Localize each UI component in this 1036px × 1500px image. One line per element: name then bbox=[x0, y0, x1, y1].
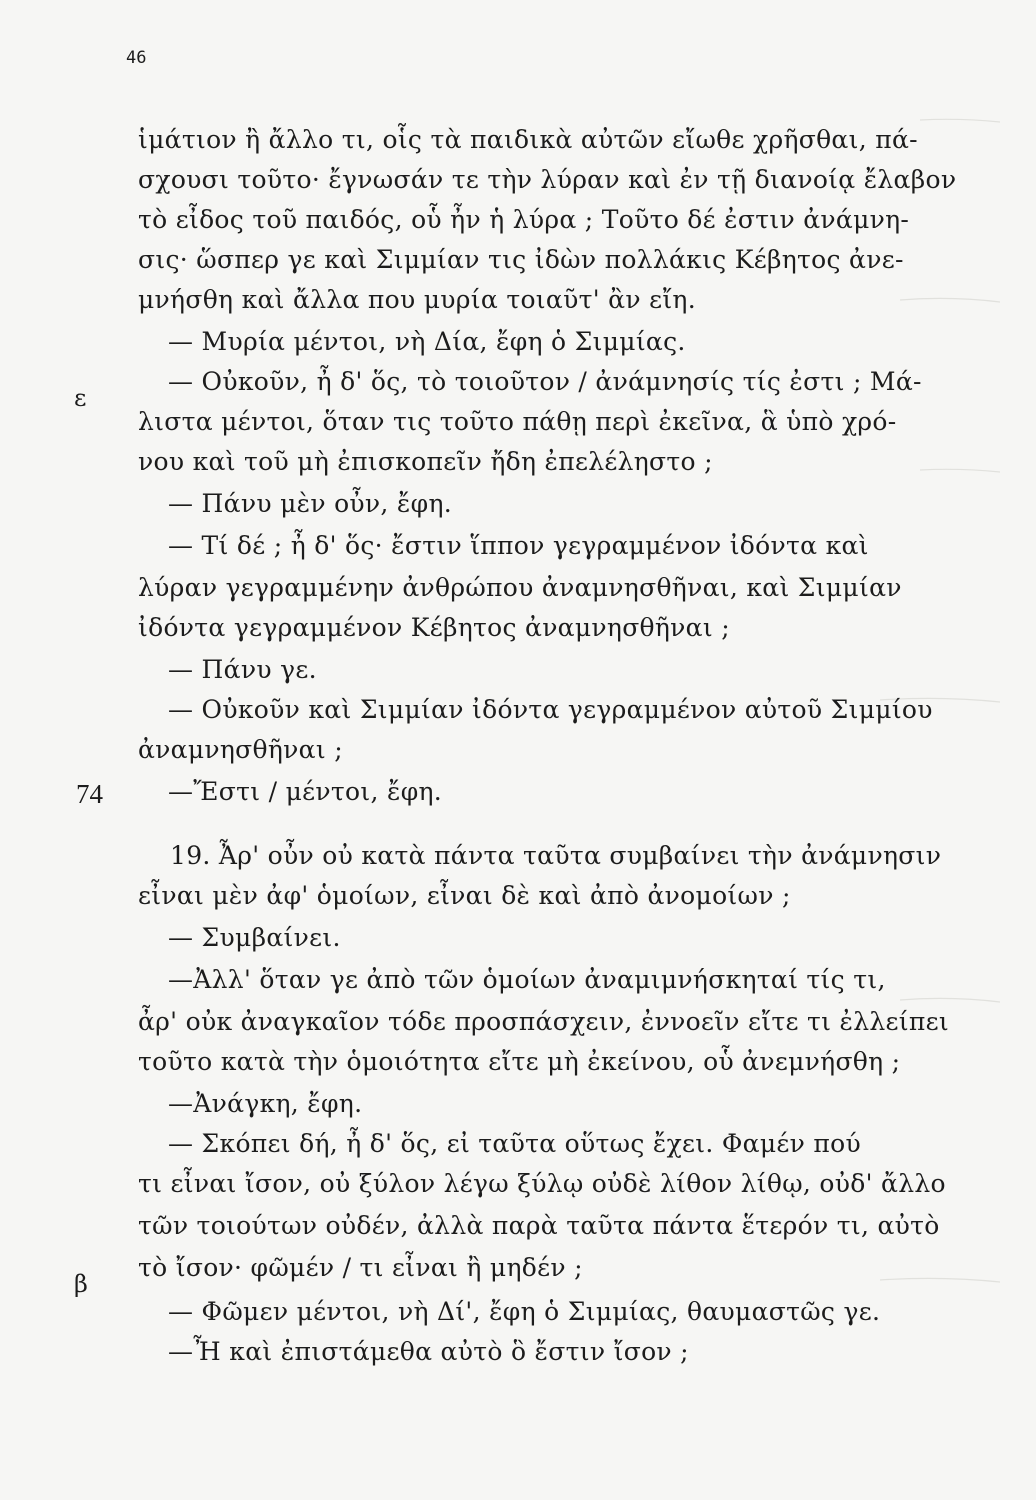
margin-mark-b: β bbox=[74, 1270, 88, 1298]
text-line: εἶναι μὲν ἀφ' ὁμοίων, εἶναι δὲ καὶ ἀπὸ ἀνομοίων ; bbox=[138, 881, 791, 910]
text-line: τοῦτο κατὰ τὴν ὁμοιότητα εἴτε μὴ ἐκείνου, οὗ ἀνεμνήσθη ; bbox=[138, 1047, 901, 1076]
margin-mark-74: 74 bbox=[76, 779, 103, 809]
text-line: —Ἀνάγκη, ἔφη. bbox=[168, 1089, 363, 1118]
text-line: 19. Ἆρ' οὖν οὐ κατὰ πάντα ταῦτα συμβαίνει τὴν ἀνάμνησιν bbox=[170, 841, 942, 870]
margin-mark-e: ε bbox=[74, 384, 87, 412]
text-line: — Μυρία μέντοι, νὴ Δία, ἔφη ὁ Σιμμίας. bbox=[168, 327, 686, 356]
text-line: ἀναμνησθῆναι ; bbox=[138, 735, 343, 764]
text-line: — Οὐκοῦν καὶ Σιμμίαν ἰδόντα γεγραμμένον αὐτοῦ Σιμμίου bbox=[168, 695, 933, 724]
text-line: — Τί δέ ; ἦ δ' ὅς· ἔστιν ἵππον γεγραμμένον ἰδόντα καὶ bbox=[168, 531, 869, 560]
text-line: λύραν γεγραμμένην ἀνθρώπου ἀναμνησθῆναι, καὶ Σιμμίαν bbox=[138, 573, 902, 602]
text-line: — Πάνυ γε. bbox=[168, 655, 317, 684]
text-line: ἆρ' οὐκ ἀναγκαῖον τόδε προσπάσχειν, ἐννοεῖν εἴτε τι ἐλλείπει bbox=[138, 1007, 949, 1036]
text-line: — Φῶμεν μέντοι, νὴ Δί', ἔφη ὁ Σιμμίας, θαυμαστῶς γε. bbox=[168, 1297, 881, 1326]
text-line: τὸ εἶδος τοῦ παιδός, οὗ ἦν ἡ λύρα ; Τοῦτο δέ ἐστιν ἀνάμνη- bbox=[138, 205, 910, 234]
text-line: σχουσι τοῦτο· ἔγνωσάν τε τὴν λύραν καὶ ἐν τῇ διανοίᾳ ἔλαβον bbox=[138, 165, 957, 194]
text-line: —Ἦ καὶ ἐπιστάμεθα αὐτὸ ὃ ἔστιν ἴσον ; bbox=[168, 1337, 689, 1366]
text-line: — Συμβαίνει. bbox=[168, 923, 341, 952]
text-line: —Ἔστι / μέντοι, ἔφη. bbox=[168, 777, 443, 806]
text-line: — Οὐκοῦν, ἦ δ' ὅς, τὸ τοιοῦτον / ἀνάμνησίς τίς ἐστι ; Μά- bbox=[168, 367, 922, 396]
text-line: λιστα μέντοι, ὅταν τις τοῦτο πάθῃ περὶ ἐκεῖνα, ἃ ὑπὸ χρό- bbox=[138, 407, 897, 436]
text-line: — Πάνυ μὲν οὖν, ἔφη. bbox=[168, 489, 452, 518]
text-line: μνήσθη καὶ ἄλλα που μυρία τοιαῦτ' ἂν εἴη. bbox=[138, 285, 696, 314]
text-line: νου καὶ τοῦ μὴ ἐπισκοπεῖν ἤδη ἐπελέληστο ; bbox=[138, 447, 713, 476]
text-line: ἰδόντα γεγραμμένον Κέβητος ἀναμνησθῆναι ; bbox=[138, 613, 730, 642]
text-line: ἱμάτιον ἢ ἄλλο τι, οἷς τὰ παιδικὰ αὐτῶν εἴωθε χρῆσθαι, πά- bbox=[138, 125, 918, 154]
page-number: 46 bbox=[126, 48, 147, 68]
text-line: —Ἀλλ' ὅταν γε ἀπὸ τῶν ὁμοίων ἀναμιμνήσκηταί τίς τι, bbox=[168, 965, 886, 994]
text-line: τῶν τοιούτων οὐδέν, ἀλλὰ παρὰ ταῦτα πάντα ἕτερόν τι, αὐτὸ bbox=[138, 1211, 940, 1240]
text-line: σις· ὥσπερ γε καὶ Σιμμίαν τις ἰδὼν πολλάκις Κέβητος ἀνε- bbox=[138, 245, 904, 274]
text-line: τὸ ἴσον· φῶμέν / τι εἶναι ἢ μηδέν ; bbox=[138, 1253, 583, 1282]
text-line: τι εἶναι ἴσον, οὐ ξύλον λέγω ξύλῳ οὐδὲ λίθον λίθῳ, οὐδ' ἄλλο bbox=[138, 1169, 946, 1198]
text-line: — Σκόπει δή, ἦ δ' ὅς, εἰ ταῦτα οὕτως ἔχει. Φαμέν πού bbox=[168, 1129, 861, 1158]
